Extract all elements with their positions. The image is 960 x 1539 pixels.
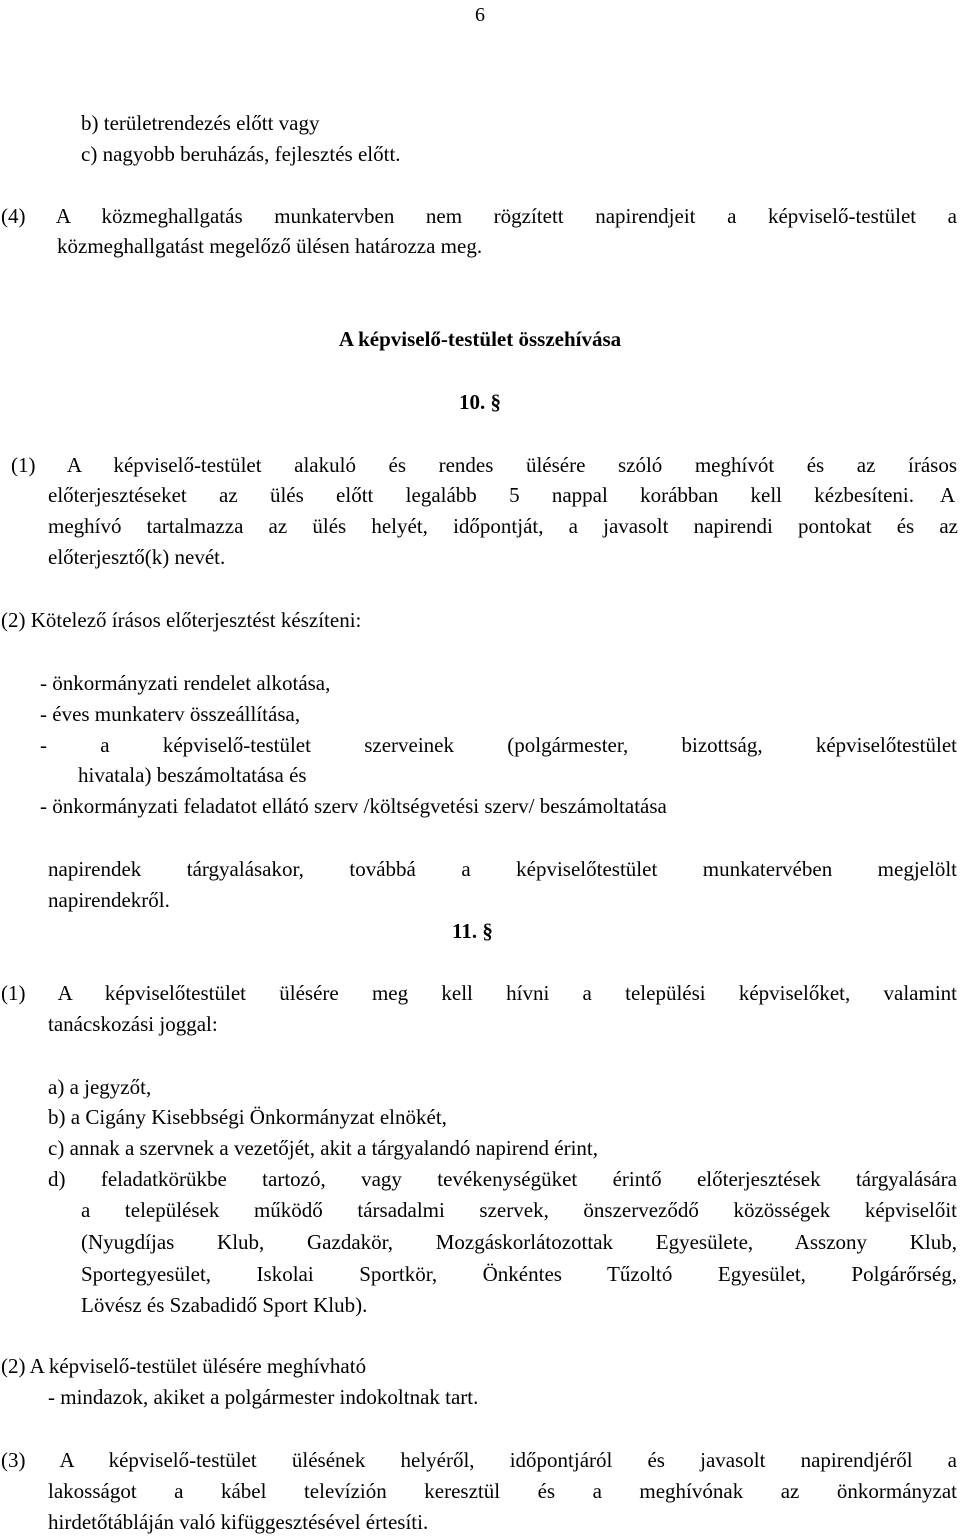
section-10-label: 10. §: [459, 390, 501, 414]
s10-item-4: - önkormányzati feladatot ellátó szerv /költségvetési szerv/ beszámoltatása: [40, 794, 667, 818]
s10-item-1: - önkormányzati rendelet alkotása,: [40, 671, 331, 695]
s11-list-d-cont-4: Lövész és Szabadidő Sport Klub).: [81, 1293, 368, 1317]
s11-list-c: c) annak a szervnek a vezetőjét, akit a tárgyalandó napirend érint,: [48, 1136, 599, 1160]
s11-list-a: a) a jegyzőt,: [48, 1075, 152, 1099]
list-item-b: b) területrendezés előtt vagy: [81, 111, 320, 135]
page-number: 6: [475, 4, 485, 26]
s11-list-d: d) feladatkörükbe tartozó, vagy tevékenységüket érintő előterjesztések tárgyalására: [48, 1167, 957, 1191]
s11-p1-line-1: (1) A képviselőtestület ülésére meg kell hívni a települési képviselőket, valamint: [1, 981, 957, 1005]
s10-tail-line-1: napirendek tárgyalásakor, továbbá a képviselőtestület munkatervében megjelölt: [48, 857, 957, 881]
s10-p1-line-1: (1) A képviselő-testület alakuló és rendes ülésére szóló meghívót és az írásos: [11, 453, 957, 477]
s11-p3-line-2: lakosságot a kábel televízión keresztül és a meghívónak az önkormányzat: [48, 1479, 957, 1503]
section-heading: A képviselő-testület összehívása: [338, 327, 622, 351]
s10-item-2: - éves munkaterv összeállítása,: [40, 702, 301, 726]
s10-p2-intro: (2) Kötelező írásos előterjesztést készíteni:: [1, 608, 362, 632]
s10-item-3: - a képviselő-testület szerveinek (polgármester, bizottság, képviselőtestület: [40, 733, 957, 757]
s11-p3-line-3: hirdetőtábláján való kifüggesztésével értesíti.: [48, 1510, 429, 1534]
paragraph-4-line-2: közmeghallgatást megelőző ülésen határozza meg.: [57, 234, 483, 258]
s10-item-3-cont: hivatala) beszámoltatása és: [78, 763, 307, 787]
s11-p1-line-2: tanácskozási joggal:: [48, 1012, 218, 1036]
s11-list-d-cont-1: a települések működő társadalmi szervek, önszerveződő közösségek képviselőit: [81, 1198, 957, 1222]
s11-p2-line-2: - mindazok, akiket a polgármester indokoltnak tart.: [48, 1385, 479, 1409]
s11-list-d-cont-3: Sportegyesület, Iskolai Sportkör, Önkéntes Tűzoltó Egyesület, Polgárőrség,: [81, 1262, 957, 1286]
s10-tail-line-2: napirendekről.: [48, 888, 170, 912]
s10-p1-line-2-tail: A: [940, 483, 956, 507]
s10-p1-line-4: előterjesztő(k) nevét.: [48, 545, 226, 569]
section-11-label: 11. §: [452, 919, 493, 943]
s11-p2-line-1: (2) A képviselő-testület ülésére meghívható: [1, 1354, 367, 1378]
s11-list-d-cont-2: (Nyugdíjas Klub, Gazdakör, Mozgáskorlátozottak Egyesülete, Asszony Klub,: [81, 1230, 957, 1254]
paragraph-4-line-1: (4) A közmeghallgatás munkatervben nem rögzített napirendjeit a képviselő-testület a: [1, 204, 957, 228]
s11-list-b: b) a Cigány Kisebbségi Önkormányzat elnökét,: [48, 1105, 447, 1129]
s10-p1-line-3: meghívó tartalmazza az ülés helyét, időpontját, a javasolt napirendi pontokat és az: [48, 514, 958, 538]
s10-p1-line-2: előterjesztéseket az ülés előtt legalább 5 nappal korábban kell kézbesíteni.: [48, 483, 914, 507]
s11-p3-line-1: (3) A képviselő-testület ülésének helyéről, időpontjáról és javasolt napirendjéről a: [1, 1448, 957, 1472]
list-item-c: c) nagyobb beruházás, fejlesztés előtt.: [81, 142, 401, 166]
